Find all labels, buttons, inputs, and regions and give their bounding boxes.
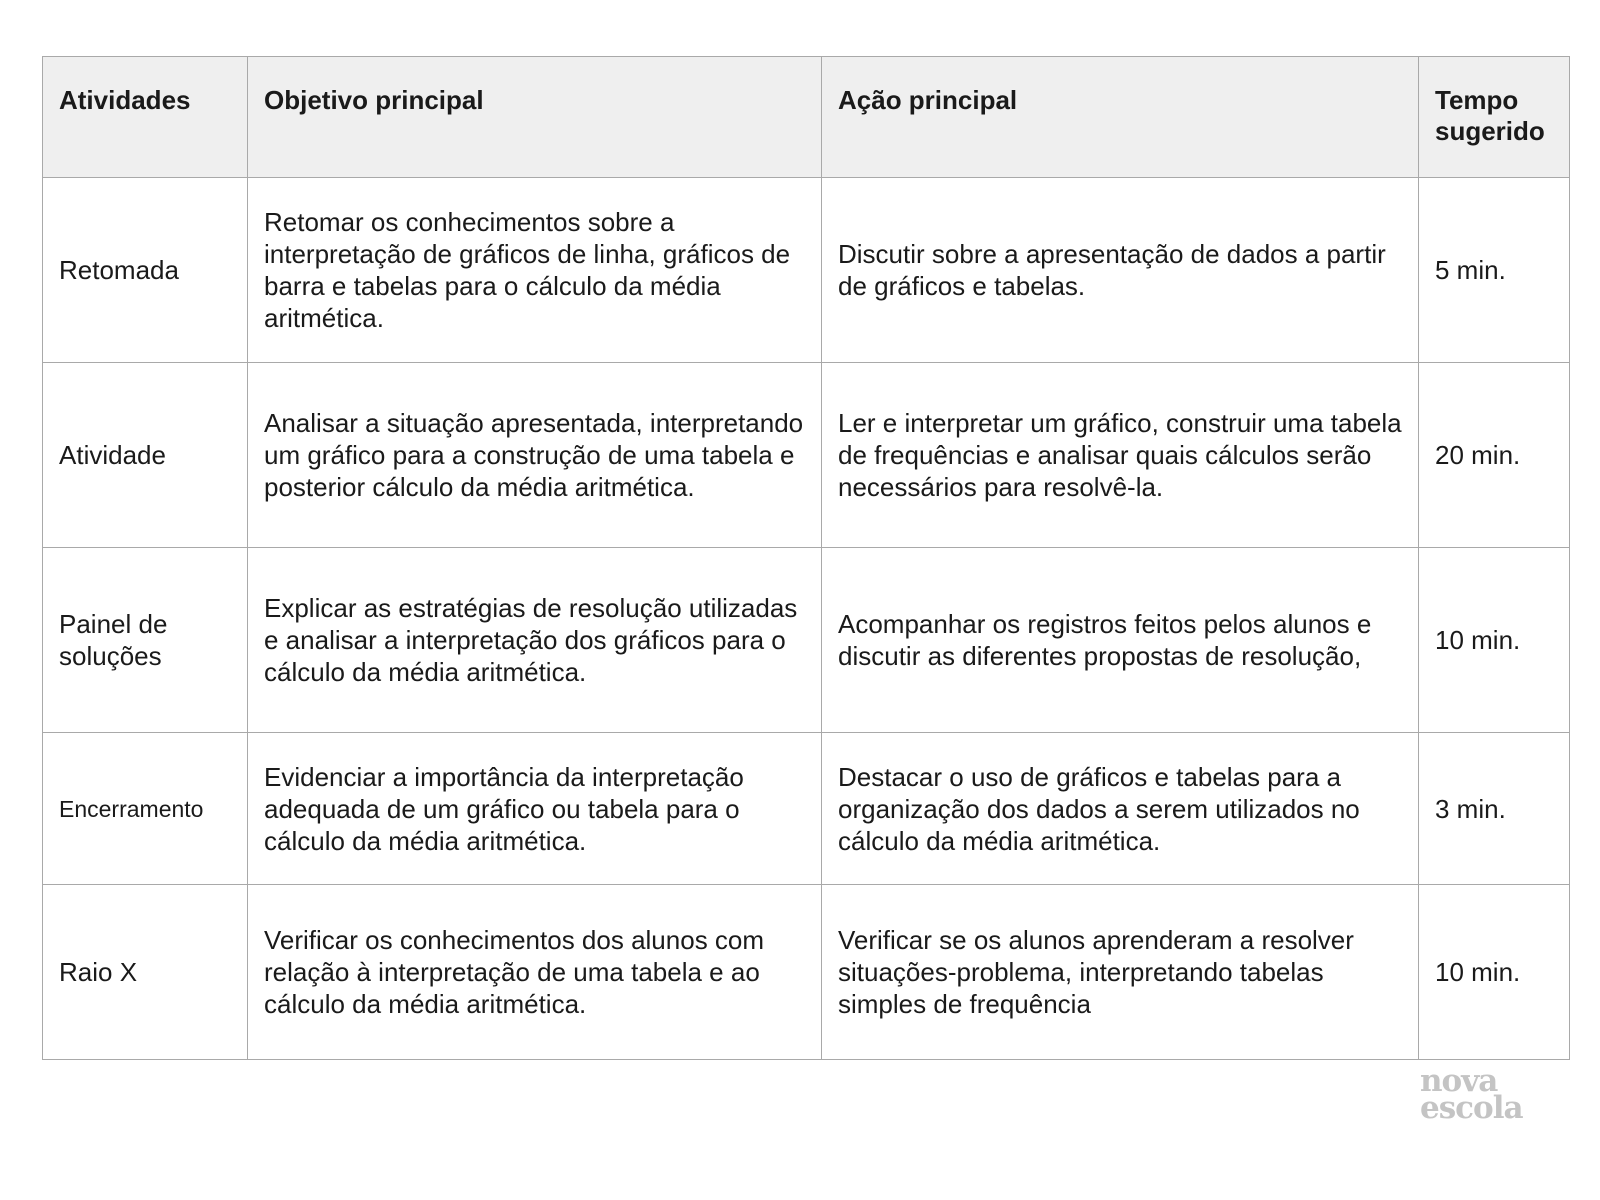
cell-tempo: 20 min. xyxy=(1419,363,1570,548)
table-row xyxy=(43,363,1570,548)
cell-acao: Acompanhar os registros feitos pelos alunos e discutir as diferentes propostas de resolução, xyxy=(822,548,1419,733)
cell-atividade: Encerramento xyxy=(43,733,248,885)
header-objetivo: Objetivo principal xyxy=(248,57,822,178)
cell-objetivo: Retomar os conhecimentos sobre a interpretação de gráficos de linha, gráficos de barra e tabelas para o cálculo da média aritmética. xyxy=(248,178,822,363)
logo-line-nova: nova xyxy=(1420,1063,1498,1099)
table-row xyxy=(43,733,1570,885)
cell-objetivo: Analisar a situação apresentada, interpretando um gráfico para a construção de uma tabela e posterior cálculo da média aritmética. xyxy=(248,363,822,548)
table-header xyxy=(43,57,1570,178)
logo-line-escola: escola xyxy=(1420,1090,1523,1126)
nova-escola-logo xyxy=(1420,1063,1540,1126)
cell-atividade: Atividade xyxy=(43,363,248,548)
cell-atividade: Painel de soluções xyxy=(43,548,248,733)
header-atividades: Atividades xyxy=(43,57,248,178)
header-row xyxy=(43,57,1570,178)
cell-acao: Verificar se os alunos aprenderam a resolver situações-problema, interpretando tabelas simples de frequência xyxy=(822,885,1419,1060)
table-body xyxy=(43,178,1570,1060)
cell-objetivo: Explicar as estratégias de resolução utilizadas e analisar a interpretação dos gráficos para o cálculo da média aritmética. xyxy=(248,548,822,733)
table-row xyxy=(43,885,1570,1060)
header-tempo: Tempo sugerido xyxy=(1419,57,1570,178)
cell-tempo: 5 min. xyxy=(1419,178,1570,363)
cell-acao: Ler e interpretar um gráfico, construir uma tabela de frequências e analisar quais cálculos serão necessários para resolvê-la. xyxy=(822,363,1419,548)
cell-tempo: 10 min. xyxy=(1419,885,1570,1060)
cell-objetivo: Evidenciar a importância da interpretação adequada de um gráfico ou tabela para o cálculo da média aritmética. xyxy=(248,733,822,885)
cell-tempo: 10 min. xyxy=(1419,548,1570,733)
cell-acao: Destacar o uso de gráficos e tabelas para a organização dos dados a serem utilizados no cálculo da média aritmética. xyxy=(822,733,1419,885)
cell-atividade: Retomada xyxy=(43,178,248,363)
lesson-plan-table xyxy=(42,56,1570,1060)
table-row xyxy=(43,548,1570,733)
cell-acao: Discutir sobre a apresentação de dados a partir de gráficos e tabelas. xyxy=(822,178,1419,363)
cell-objetivo: Verificar os conhecimentos dos alunos com relação à interpretação de uma tabela e ao cálculo da média aritmética. xyxy=(248,885,822,1060)
table-row xyxy=(43,178,1570,363)
header-acao: Ação principal xyxy=(822,57,1419,178)
cell-tempo: 3 min. xyxy=(1419,733,1570,885)
cell-atividade: Raio X xyxy=(43,885,248,1060)
